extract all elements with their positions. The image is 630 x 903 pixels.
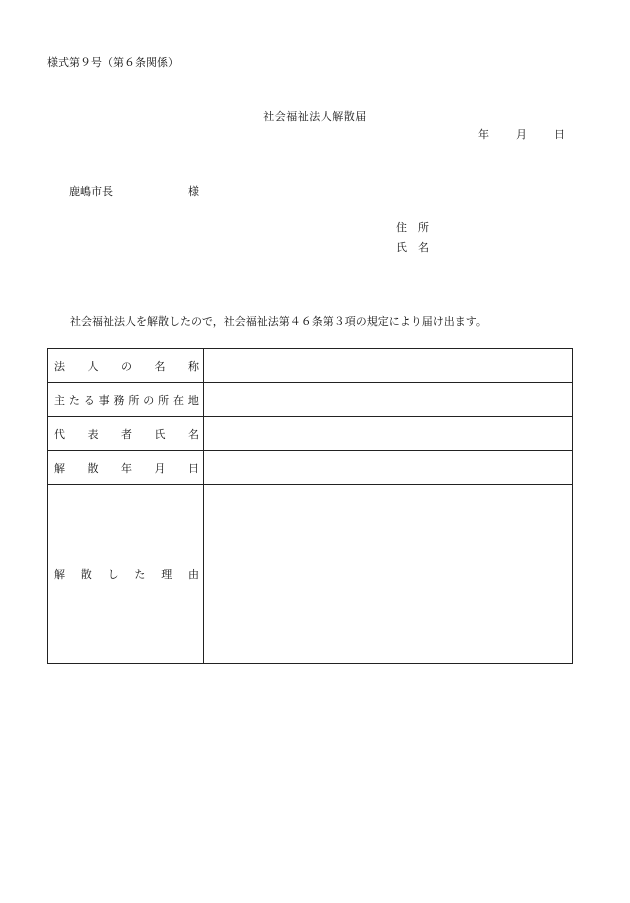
applicant-name-row — [396, 241, 440, 261]
label-char: 名 — [188, 427, 199, 441]
label-char: 地 — [187, 393, 199, 407]
row-label-cell — [48, 383, 204, 417]
label-char: 務 — [113, 393, 125, 407]
addressee — [69, 185, 199, 199]
office-address-field[interactable] — [204, 383, 573, 417]
addressee-honorific: 様 — [188, 185, 199, 198]
row-label-cell — [48, 451, 204, 485]
label-char: 解 — [54, 461, 65, 475]
addressee-name: 鹿嶋市長 — [69, 185, 113, 198]
label-char: 者 — [121, 427, 132, 441]
address-label: 住所 — [396, 221, 440, 234]
declaration-text: 社会福祉法人を解散したので，社会福祉法第４６条第３項の規定により届け出ます。 — [70, 315, 487, 328]
dissolution-date-field[interactable] — [204, 451, 573, 485]
label-char: 代 — [54, 427, 65, 441]
table-row-dissolution-reason — [48, 485, 573, 664]
corporation-name-field[interactable] — [204, 349, 573, 383]
info-table — [47, 348, 573, 664]
label-char: 年 — [121, 461, 132, 475]
label-char: る — [83, 393, 95, 407]
label-char: 表 — [87, 427, 99, 441]
label-char: 散 — [80, 568, 92, 581]
label-char: 理 — [161, 568, 173, 581]
label-char: 所 — [128, 393, 140, 407]
label-char: 氏 — [154, 427, 166, 441]
name-label: 氏名 — [396, 241, 440, 254]
label-char: た — [68, 393, 80, 407]
table-row-office-address — [48, 383, 573, 417]
applicant-address-row — [396, 221, 440, 241]
row-label — [54, 460, 199, 476]
date-day-label: 日 — [554, 128, 565, 141]
label-char: 人 — [87, 359, 99, 373]
row-label — [54, 392, 199, 408]
label-char: 法 — [54, 359, 65, 373]
table-row-dissolution-date — [48, 451, 573, 485]
label-char: 名 — [154, 359, 166, 373]
row-label — [54, 426, 199, 442]
label-char: 散 — [87, 461, 99, 475]
row-label-cell — [48, 485, 204, 664]
applicant-block — [396, 221, 440, 261]
date-month-label: 月 — [516, 128, 527, 141]
dissolution-reason-field[interactable] — [204, 485, 573, 664]
label-char: 所 — [158, 393, 170, 407]
label-char: し — [107, 568, 119, 581]
row-label — [54, 566, 199, 582]
document-title: 社会福祉法人解散届 — [263, 110, 367, 123]
label-char: 解 — [54, 568, 65, 581]
label-char: 事 — [98, 393, 110, 407]
representative-name-field[interactable] — [204, 417, 573, 451]
label-char: 日 — [188, 461, 199, 475]
label-char: 在 — [173, 393, 184, 407]
label-char: 主 — [54, 393, 65, 407]
form-number: 様式第９号（第６条関係） — [47, 56, 179, 69]
table-row-representative — [48, 417, 573, 451]
label-char: 月 — [154, 461, 166, 475]
table-row-corporation-name — [48, 349, 573, 383]
label-char: の — [121, 359, 132, 373]
label-char: 称 — [188, 359, 199, 373]
row-label — [54, 358, 199, 374]
label-char: 由 — [187, 568, 199, 581]
date-year-label: 年 — [478, 128, 489, 141]
row-label-cell — [48, 417, 204, 451]
date-line — [478, 128, 565, 142]
label-char: た — [134, 568, 146, 581]
row-label-cell — [48, 349, 204, 383]
label-char: の — [143, 393, 155, 407]
